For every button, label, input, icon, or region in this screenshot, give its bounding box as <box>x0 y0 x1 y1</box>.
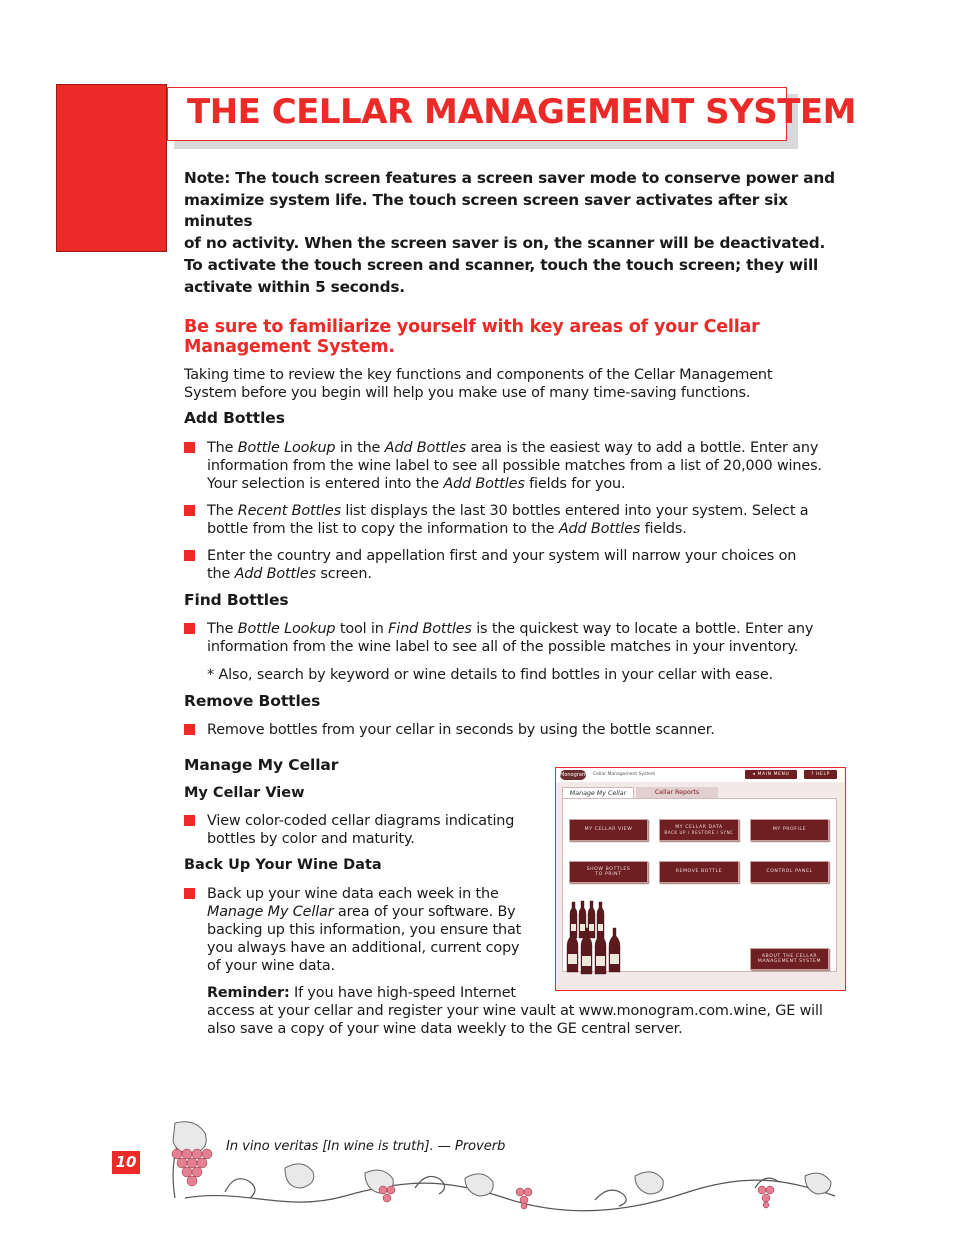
help-button[interactable]: ? HELP <box>804 770 837 779</box>
page-title: THE CELLAR MANAGEMENT SYSTEM <box>187 92 856 132</box>
note-line: maximize system life. The touch screen screen saver activates after six minutes <box>184 190 788 231</box>
note-line: To activate the touch screen and scanner, touch the touch screen; they will <box>184 255 819 274</box>
page-number: 10 <box>112 1151 140 1174</box>
my-cellar-data-button[interactable]: MY CELLAR DATA BACK UP / RESTORE / SYNC <box>659 819 739 841</box>
manage-cellar-heading: Manage My Cellar <box>184 756 339 774</box>
screenshot-app-title: Cellar Management System <box>593 772 656 777</box>
wine-bottles-image <box>566 898 626 976</box>
monogram-logo: Monogram <box>560 772 587 778</box>
my-cellar-view-button[interactable]: MY CELLAR VIEW <box>569 819 648 841</box>
find-bottles-note: * Also, search by keyword or wine details to find bottles in your cellar with ease. <box>207 667 773 683</box>
find-bottles-heading: Find Bottles <box>184 591 289 609</box>
my-profile-button[interactable]: MY PROFILE <box>750 819 829 841</box>
backup-bullet: Back up your wine data each week in the Manage My Cellar area of your software. By backing up this information, you ensure that you always have an additional, current copy of your wine data. <box>207 886 522 974</box>
cellar-view-heading: My Cellar View <box>184 785 305 801</box>
software-screenshot <box>555 767 846 991</box>
remove-bottle-button[interactable]: REMOVE BOTTLE <box>659 861 739 883</box>
bullet-square-icon <box>184 888 195 899</box>
bullet-square-icon <box>184 442 195 453</box>
add-bottles-bullet-3: Enter the country and appellation first and your system will narrow your choices on the Add Bottles screen. <box>207 548 797 582</box>
show-bottles-to-print-button[interactable]: SHOW BOTTLES TO PRINT <box>569 861 648 883</box>
bullet-square-icon <box>184 724 195 735</box>
bullet-square-icon <box>184 815 195 826</box>
bullet-square-icon <box>184 505 195 516</box>
remove-bottles-bullet-1: Remove bottles from your cellar in seconds by using the bottle scanner. <box>207 722 715 738</box>
bullet-square-icon <box>184 623 195 634</box>
section-heading <box>184 317 824 357</box>
grapevine-illustration <box>165 1118 840 1218</box>
add-bottles-bullet-1: The Bottle Lookup in the Add Bottles area is the easiest way to add a bottle. Enter any information from the wine label to see all possible matches from a list of 20,000 wines. Your selection is entered into the Add Bottles fields for you. <box>207 440 822 492</box>
tab-manage-my-cellar[interactable]: Manage My Cellar <box>562 787 634 798</box>
intro-line: Taking time to review the key functions and components of the Cellar Management <box>184 367 773 383</box>
tab-cellar-reports[interactable]: Cellar Reports <box>636 787 718 798</box>
reminder-paragraph: Reminder: If you have high-speed Internet access at your cellar and register your wine vault at www.monogram.com.wine, GE will also save a copy of your wine data weekly to the GE central server. <box>207 985 823 1037</box>
screen-saver-note <box>184 168 849 298</box>
cellar-view-bullet: View color-coded cellar diagrams indicating bottles by color and maturity. <box>207 813 515 847</box>
footer-quote: In vino veritas [In wine is truth]. — Proverb <box>226 1139 506 1154</box>
intro-line: System before you begin will help you make use of many time-saving functions. <box>184 385 751 401</box>
bullet-square-icon <box>184 550 195 561</box>
add-bottles-bullet-2: The Recent Bottles list displays the last 30 bottles entered into your system. Select a bottle from the list to copy the information to the Add Bottles fields. <box>207 503 809 537</box>
note-line: activate within 5 seconds. <box>184 277 405 296</box>
add-bottles-heading: Add Bottles <box>184 409 285 427</box>
section-heading-line: Be sure to familiarize yourself with key areas of your Cellar <box>184 317 760 337</box>
find-bottles-bullet-1: The Bottle Lookup tool in Find Bottles is the quickest way to locate a bottle. Enter any information from the wine label to see all of the possible matches in your inventory. <box>207 621 814 655</box>
note-line: of no activity. When the screen saver is on, the scanner will be deactivated. <box>184 234 826 253</box>
note-line: Note: The touch screen features a screen saver mode to conserve power and <box>184 169 835 187</box>
remove-bottles-heading: Remove Bottles <box>184 692 321 710</box>
control-panel-button[interactable]: CONTROL PANEL <box>750 861 829 883</box>
main-menu-button[interactable]: ◂ MAIN MENU <box>745 770 797 779</box>
intro-paragraph <box>184 366 864 402</box>
about-cellar-system-button[interactable]: ABOUT THE CELLAR MANAGEMENT SYSTEM <box>750 948 829 970</box>
section-heading-line: Management System. <box>184 337 395 357</box>
backup-heading: Back Up Your Wine Data <box>184 857 382 873</box>
red-accent-block <box>56 84 167 252</box>
